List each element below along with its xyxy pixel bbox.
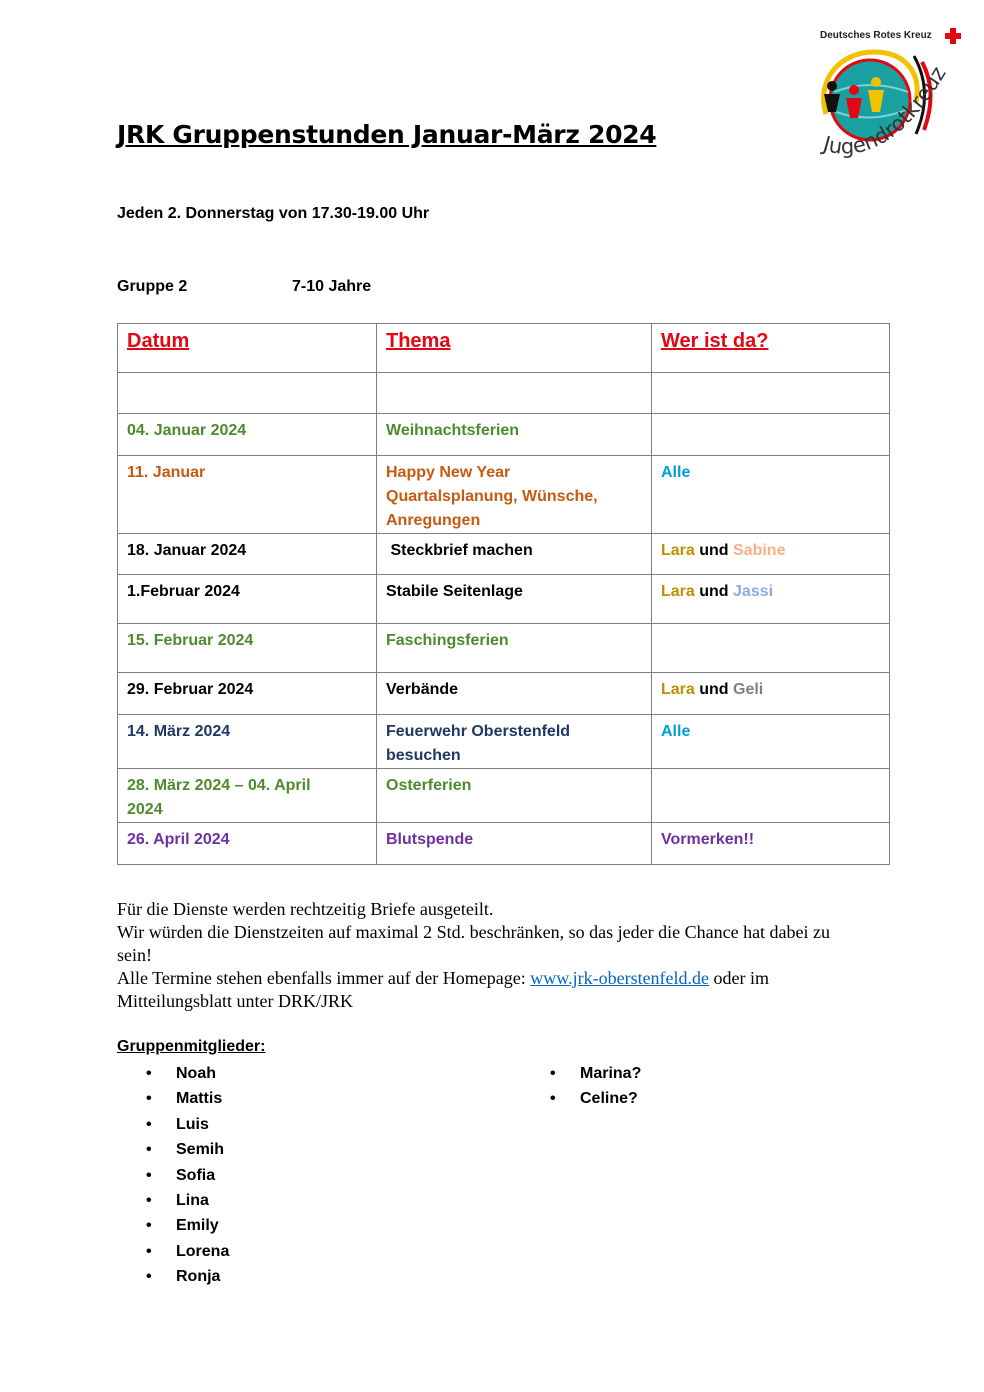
notes-line xyxy=(117,967,857,1013)
conjunction: und xyxy=(694,681,734,698)
date-cell xyxy=(118,373,377,414)
header-wer-ist-da: Wer ist da? xyxy=(652,324,890,373)
person-name: Lara xyxy=(661,542,695,559)
who-cell xyxy=(652,575,890,624)
member-name: Marina? xyxy=(580,1065,642,1082)
table-row xyxy=(118,373,890,414)
bullet-icon: • xyxy=(146,1217,152,1235)
topic-line: Anregungen xyxy=(386,512,481,529)
notes-line: Für die Dienste werden rechtzeitig Briefe ausgeteilt. xyxy=(117,899,494,919)
person-name: Jassi xyxy=(733,583,774,600)
members-heading: Gruppenmitglieder: xyxy=(117,1038,266,1055)
date-cell: 04. Januar 2024 xyxy=(118,414,377,456)
topic-cell: Blutspende xyxy=(377,823,652,865)
notes-section xyxy=(117,898,857,1013)
bullet-icon: • xyxy=(146,1268,152,1286)
date-cell: 29. Februar 2024 xyxy=(118,673,377,715)
table-row xyxy=(118,715,890,769)
conjunction: und xyxy=(694,542,734,559)
member-name: Emily xyxy=(176,1217,219,1235)
notes-text: Alle Termine stehen ebenfalls immer auf der Homepage: xyxy=(117,968,531,988)
group-name: Gruppe 2 xyxy=(117,278,188,295)
drk-organization-label: Deutsches Rotes Kreuz xyxy=(820,30,932,41)
members-list-right xyxy=(550,1061,641,1112)
jugendrotkreuz-logo xyxy=(812,22,972,172)
member-item xyxy=(146,1112,229,1137)
who-cell xyxy=(652,373,890,414)
who-cell xyxy=(652,769,890,823)
date-line: 28. März 2024 – 04. April xyxy=(127,777,311,794)
table-row xyxy=(118,575,890,624)
member-name: Mattis xyxy=(176,1090,223,1108)
table-row xyxy=(118,534,890,575)
member-item xyxy=(550,1086,641,1111)
topic-line: Feuerwehr Oberstenfeld xyxy=(386,723,571,740)
topic-line: Happy New Year xyxy=(386,464,511,481)
bullet-icon: • xyxy=(550,1090,556,1108)
bullet-icon: • xyxy=(146,1090,152,1108)
date-cell: 14. März 2024 xyxy=(118,715,377,769)
page-title: JRK Gruppenstunden Januar-März 2024 xyxy=(117,120,657,149)
table-row xyxy=(118,624,890,673)
date-cell: 26. April 2024 xyxy=(118,823,377,865)
table-row xyxy=(118,414,890,456)
member-item xyxy=(550,1061,641,1086)
who-cell: Alle xyxy=(652,456,890,534)
topic-cell: Faschingsferien xyxy=(377,624,652,673)
member-item xyxy=(146,1188,229,1213)
conjunction: und xyxy=(694,583,734,600)
topic-cell: Steckbrief machen xyxy=(377,534,652,575)
member-item xyxy=(146,1264,229,1289)
date-cell: 18. Januar 2024 xyxy=(118,534,377,575)
topic-cell: Stabile Seitenlage xyxy=(377,575,652,624)
member-name: Celine? xyxy=(580,1090,638,1108)
table-row xyxy=(118,673,890,715)
person-name: Lara xyxy=(661,681,695,698)
member-name: Luis xyxy=(176,1115,209,1133)
table-header-row xyxy=(118,324,890,373)
member-name: Semih xyxy=(176,1141,225,1159)
member-name: Sofia xyxy=(176,1166,216,1184)
who-cell xyxy=(652,534,890,575)
table-row xyxy=(118,769,890,823)
group-age: 7-10 Jahre xyxy=(292,278,372,295)
bullet-icon: • xyxy=(550,1065,556,1082)
jugendrotkreuz-wordmark xyxy=(812,22,972,172)
notes-line: Wir würden die Dienstzeiten auf maximal 2 Std. beschränken, so das jeder die Chance hat dabei zu sein! xyxy=(117,922,831,965)
topic-cell xyxy=(377,456,652,534)
person-name: Sabine xyxy=(733,542,786,559)
member-item xyxy=(146,1061,229,1086)
topic-line: Quartalsplanung, Wünsche, xyxy=(386,488,598,505)
date-cell xyxy=(118,769,377,823)
bullet-icon: • xyxy=(146,1065,152,1082)
date-line: 2024 xyxy=(127,801,163,818)
bullet-icon: • xyxy=(146,1115,152,1133)
member-item xyxy=(146,1086,229,1111)
person-name: Lara xyxy=(661,583,695,600)
table-row xyxy=(118,823,890,865)
table-row xyxy=(118,456,890,534)
schedule-table xyxy=(117,323,890,865)
person-name: Geli xyxy=(733,681,764,698)
member-item xyxy=(146,1239,229,1264)
topic-line: besuchen xyxy=(386,747,461,764)
who-cell: Vormerken!! xyxy=(652,823,890,865)
member-item xyxy=(146,1163,229,1188)
date-cell: 1.Februar 2024 xyxy=(118,575,377,624)
who-cell xyxy=(652,624,890,673)
topic-cell: Weihnachtsferien xyxy=(377,414,652,456)
topic-cell: Verbände xyxy=(377,673,652,715)
topic-cell: Osterferien xyxy=(377,769,652,823)
header-datum: Datum xyxy=(118,324,377,373)
date-cell: 15. Februar 2024 xyxy=(118,624,377,673)
member-name: Lina xyxy=(176,1191,209,1209)
member-item xyxy=(146,1137,229,1162)
members-list-left xyxy=(146,1061,229,1290)
topic-cell xyxy=(377,715,652,769)
bullet-icon: • xyxy=(146,1166,152,1184)
who-cell xyxy=(652,414,890,456)
who-cell: Alle xyxy=(652,715,890,769)
topic-cell xyxy=(377,373,652,414)
date-cell: 11. Januar xyxy=(118,456,377,534)
who-cell xyxy=(652,673,890,715)
notes-text: oder im Mitteilungsblatt unter DRK/JRK xyxy=(117,968,770,1011)
svg-text:Jugendrotkreuz: Jugendrotkreuz xyxy=(820,62,951,159)
member-name: Ronja xyxy=(176,1268,221,1286)
homepage-link[interactable]: www.jrk-oberstenfeld.de xyxy=(530,968,710,988)
member-name: Lorena xyxy=(176,1242,230,1260)
bullet-icon: • xyxy=(146,1141,152,1159)
member-item xyxy=(146,1213,229,1238)
bullet-icon: • xyxy=(146,1191,152,1209)
header-thema: Thema xyxy=(377,324,652,373)
schedule-info: Jeden 2. Donnerstag von 17.30-19.00 Uhr xyxy=(117,205,430,222)
bullet-icon: • xyxy=(146,1242,152,1260)
member-name: Noah xyxy=(176,1065,216,1082)
